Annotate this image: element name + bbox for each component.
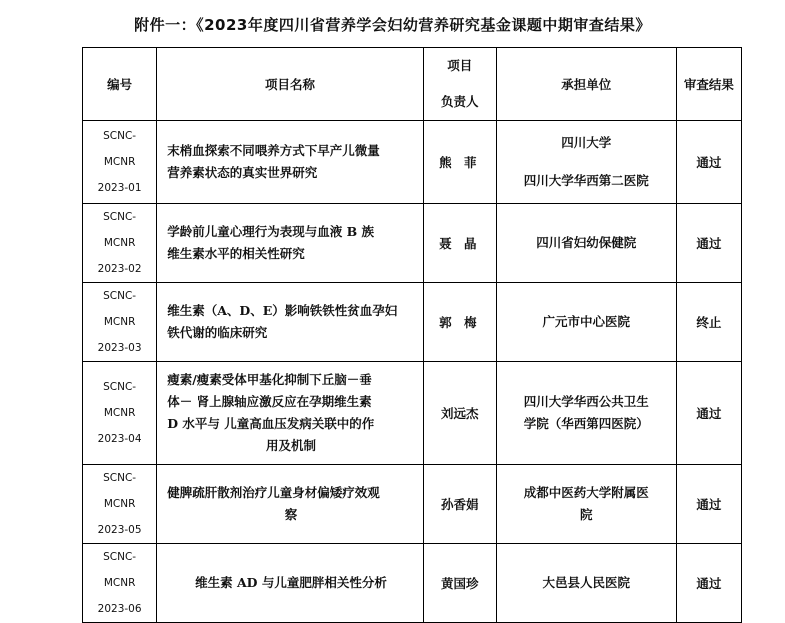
table-row	[83, 362, 742, 465]
review-result: 通过	[676, 204, 741, 283]
header-id: 编号	[83, 48, 157, 121]
host-unit	[496, 544, 676, 623]
header-result: 审查结果	[676, 48, 741, 121]
table-row	[83, 204, 742, 283]
host-unit-line: 院	[580, 507, 593, 522]
header-lead-line2: 负责人	[441, 94, 479, 109]
project-id-prefix: SCNC-MCNR	[103, 290, 137, 328]
project-id-number: 2023-05	[97, 524, 142, 536]
page-title: 附件一：《2023年度四川省营养学会妇幼营养研究基金课题中期审查结果》	[134, 16, 651, 34]
project-name	[157, 121, 424, 204]
host-unit	[496, 283, 676, 362]
project-id	[83, 465, 157, 544]
project-lead: 熊 菲	[423, 121, 496, 204]
review-results-table	[82, 47, 742, 623]
project-id	[83, 544, 157, 623]
project-name	[157, 465, 424, 544]
host-unit-line: 四川大学	[561, 135, 612, 150]
project-lead: 郭 梅	[423, 283, 496, 362]
review-result: 终止	[676, 283, 741, 362]
project-name	[157, 283, 424, 362]
project-name-line: 察	[284, 507, 298, 522]
host-unit	[496, 121, 676, 204]
project-lead: 刘远杰	[423, 362, 496, 465]
header-lead	[423, 48, 496, 121]
project-name-line: 用及机制	[265, 438, 316, 453]
project-id-number: 2023-04	[97, 433, 142, 445]
host-unit-line: 四川大学华西第二医院	[523, 173, 649, 188]
review-result: 通过	[676, 544, 741, 623]
project-name-line: 铁代谢的临床研究	[167, 325, 268, 340]
project-name	[157, 544, 424, 623]
project-id-prefix: SCNC-MCNR	[103, 130, 137, 168]
host-unit	[496, 362, 676, 465]
review-result: 通过	[676, 465, 741, 544]
host-unit-line: 四川大学华西公共卫生	[523, 394, 649, 409]
header-lead-line1: 项目	[447, 58, 473, 73]
project-lead: 聂 晶	[423, 204, 496, 283]
project-name-line: 维生素（A、D、E）影响铁铁性贫血孕妇	[167, 303, 398, 318]
host-unit-line: 四川省妇幼保健院	[536, 235, 637, 250]
host-unit-line: 广元市中心医院	[542, 314, 631, 329]
table-row	[83, 465, 742, 544]
table-row	[83, 121, 742, 204]
review-result: 通过	[676, 121, 741, 204]
project-id	[83, 362, 157, 465]
project-id	[83, 204, 157, 283]
project-id-number: 2023-03	[97, 342, 142, 354]
table-row	[83, 544, 742, 623]
header-unit: 承担单位	[496, 48, 676, 121]
project-name-line: 营养素状态的真实世界研究	[167, 165, 318, 180]
project-id-prefix: SCNC-MCNR	[103, 551, 137, 589]
project-id-prefix: SCNC-MCNR	[103, 381, 137, 419]
project-lead: 黄国珍	[423, 544, 496, 623]
project-id-number: 2023-02	[97, 263, 142, 275]
project-id	[83, 283, 157, 362]
host-unit	[496, 204, 676, 283]
table-row	[83, 283, 742, 362]
host-unit-line: 成都中医药大学附属医	[523, 485, 649, 500]
review-result: 通过	[676, 362, 741, 465]
project-id-number: 2023-06	[97, 603, 142, 615]
project-id-number: 2023-01	[97, 182, 142, 194]
host-unit-line: 学院（华西第四医院）	[523, 416, 649, 431]
project-name-line: D 水平与 儿童高血压发病关联中的作	[167, 416, 375, 431]
project-id	[83, 121, 157, 204]
project-name	[157, 204, 424, 283]
project-name-line: 维生素 AD 与儿童肥胖相关性分析	[195, 575, 387, 590]
project-name-line: 体－ 肾上腺轴应激反应在孕期维生素	[167, 394, 372, 409]
project-id-prefix: SCNC-MCNR	[103, 211, 137, 249]
header-name: 项目名称	[157, 48, 424, 121]
host-unit-line: 大邑县人民医院	[542, 575, 631, 590]
project-name-line: 瘦素/瘦素受体甲基化抑制下丘脑－垂	[167, 372, 372, 387]
project-id-prefix: SCNC-MCNR	[103, 472, 137, 510]
project-name-line: 维生素水平的相关性研究	[167, 246, 305, 261]
project-name-line: 健脾疏肝散剂治疗儿童身材偏矮疗效观	[167, 485, 380, 500]
table-header-row	[83, 48, 742, 121]
project-lead: 孙香娟	[423, 465, 496, 544]
project-name-line: 学龄前儿童心理行为表现与血液 B 族	[167, 224, 374, 239]
project-name	[157, 362, 424, 465]
project-name-line: 末梢血探索不同喂养方式下早产儿微量	[167, 143, 380, 158]
host-unit	[496, 465, 676, 544]
